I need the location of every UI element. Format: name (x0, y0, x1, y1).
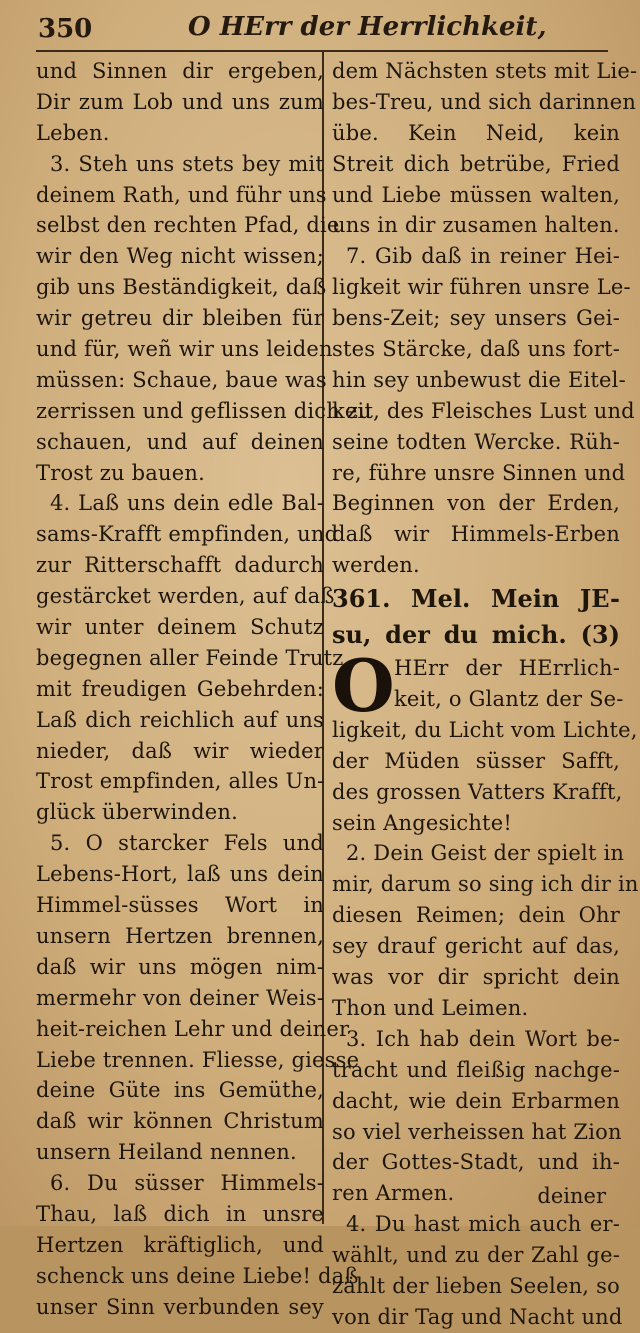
text-line: Himmel-süsses Wort in (36, 893, 324, 918)
verse-start: 3. Ich hab dein Wort be- (346, 1026, 620, 1051)
text-line: werden. (332, 553, 420, 578)
text-line: dacht, wie dein Erbarmen (332, 1088, 620, 1113)
text-line: des grossen Vatters Krafft, (332, 779, 623, 804)
text-line: wir den Weg nicht wissen; (36, 244, 324, 269)
text-line: bes-Treu, und sich darinnen (332, 89, 637, 114)
text-line: so viel verheissen hat Zion (332, 1119, 622, 1144)
verse-start: 7. Gib daß in reiner Hei- (346, 244, 620, 269)
text-line: Hertzen kräftiglich, und (36, 1232, 324, 1257)
text-line: was vor dir spricht dein (332, 965, 620, 990)
text-line: ligkeit, du Licht vom Lichte, (332, 717, 638, 742)
text-line: Thon und Leimen. (332, 995, 529, 1020)
text-line: Streit dich betrübe, Fried (332, 151, 620, 176)
text-line: zählt der lieben Seelen, so (332, 1273, 620, 1298)
text-line: zur Ritterschafft dadurch (36, 553, 324, 578)
text-line: begegnen aller Feinde Trutz (36, 645, 344, 670)
verse-start: 2. Dein Geist der spielt in (346, 841, 625, 866)
verse-start: 4. Laß uns dein edle Bal- (50, 491, 324, 516)
text-line: diesen Reimen; dein Ohr (332, 903, 620, 928)
text-line: der Müden süsser Safft, (332, 748, 620, 773)
hymn-first-verse (332, 643, 638, 838)
text-line: von dir Tag und Nacht und (332, 1304, 623, 1329)
text-line: unsern Heiland nennen. (36, 1140, 297, 1165)
text-line: zerrissen und geflissen dich zu (36, 398, 372, 423)
text-line: gestärcket werden, auf daß (36, 584, 335, 609)
text-line: und für, weñ wir uns leiden (36, 337, 333, 362)
text-line: tracht und fleißig nachge- (332, 1057, 620, 1082)
text-line: Dir zum Lob und uns zum (36, 89, 324, 114)
text-line: HErr der HErrlich- (394, 656, 620, 681)
hymn-heading-line-2: su, der du mich. (3) (332, 620, 620, 650)
page-number: 350 (38, 14, 93, 44)
text-line: sey drauf gericht auf das, (332, 934, 620, 959)
verse-start: 6. Du süsser Himmels- (50, 1171, 324, 1196)
text-line: stes Stärcke, daß uns fort- (332, 337, 620, 362)
text-line: Thau, laß dich in unsre (36, 1201, 324, 1226)
text-line: Trost empfinden, alles Un- (36, 769, 325, 794)
text-line: Lebens-Hort, laß uns dein (36, 862, 324, 887)
text-line: deine Güte ins Gemüthe, (36, 1078, 324, 1103)
text-line: schenck uns deine Liebe! daß (36, 1263, 359, 1288)
drop-cap: O (332, 643, 395, 729)
text-line: dem Nächsten stets mit Lie- (332, 59, 638, 83)
text-line: Liebe trennen. Fliesse, giesse (36, 1047, 360, 1072)
text-line: wir unter deinem Schutz (36, 615, 324, 640)
text-line: der Gottes-Stadt, und ih- (332, 1150, 620, 1175)
text-line: daß wir können Christum (36, 1109, 324, 1134)
text-line: Trost zu bauen. (36, 460, 205, 485)
text-line: übe. Kein Neid, kein (332, 120, 620, 145)
text-line: sein Angesichte! (332, 810, 512, 835)
running-title: O HErr der Herrlichkeit, (188, 12, 547, 42)
text-line: selbst den rechten Pfad, die (36, 213, 340, 238)
text-line: gib uns Beständigkeit, daß (36, 275, 327, 300)
verse-start: 3. Steh uns stets bey mit (50, 151, 324, 176)
text-line: deinem Rath, und führ uns (36, 182, 327, 207)
text-line: müssen: Schaue, baue was (36, 367, 327, 392)
text-line: glück überwinden. (36, 800, 238, 825)
text-line: keit, o Glantz der Se- (394, 687, 624, 712)
text-line: seine todten Wercke. Rüh- (332, 429, 620, 454)
text-line: schauen, und auf deinen (36, 429, 324, 454)
verse-start: 4. Du hast mich auch er- (346, 1212, 620, 1237)
text-line: bens-Zeit; sey unsers Gei- (332, 306, 620, 331)
text-line: ligkeit wir führen unsre Le- (332, 275, 631, 300)
text-line: und Sinnen dir ergeben, (36, 59, 324, 83)
hymn-heading-line-1: 361. Mel. Mein JE- (332, 584, 620, 614)
text-line: mit freudigen Gebehrden: (36, 676, 324, 701)
page-header (38, 8, 598, 48)
text-line: wir getreu dir bleiben für (36, 306, 324, 331)
text-line: re, führe unsre Sinnen und (332, 460, 626, 485)
text-line: daß wir Himmels-Erben (332, 522, 620, 547)
text-line: mir, darum so sing ich dir in (332, 872, 639, 897)
text-line: Leben. (36, 120, 110, 145)
catchword: deiner (537, 1184, 606, 1208)
text-line: uns in dir zusamen halten. (332, 213, 620, 238)
text-line: Laß dich reichlich auf uns (36, 707, 324, 732)
text-line: daß wir uns mögen nim- (36, 954, 324, 979)
text-line: mermehr von deiner Weis- (36, 985, 324, 1010)
text-line: keit, des Fleisches Lust und (332, 398, 635, 423)
right-column (332, 56, 639, 1333)
text-line: sams-Krafft empfinden, und (36, 522, 339, 547)
verse-start: 5. O starcker Fels und (50, 831, 324, 856)
text-line: Beginnen von der Erden, (332, 491, 620, 516)
left-column (36, 56, 372, 1323)
text-line: wählt, und zu der Zahl ge- (332, 1243, 620, 1268)
text-line: ren Armen. (332, 1181, 455, 1206)
text-line: nieder, daß wir wieder (36, 738, 324, 763)
text-line: heit-reichen Lehr und deiner (36, 1016, 350, 1041)
text-line: unsern Hertzen brennen, (36, 923, 324, 948)
text-line: unser Sinn verbunden sey (36, 1294, 324, 1319)
text-line: und Liebe müssen walten, (332, 182, 620, 207)
text-line: hin sey unbewust die Eitel- (332, 367, 626, 392)
